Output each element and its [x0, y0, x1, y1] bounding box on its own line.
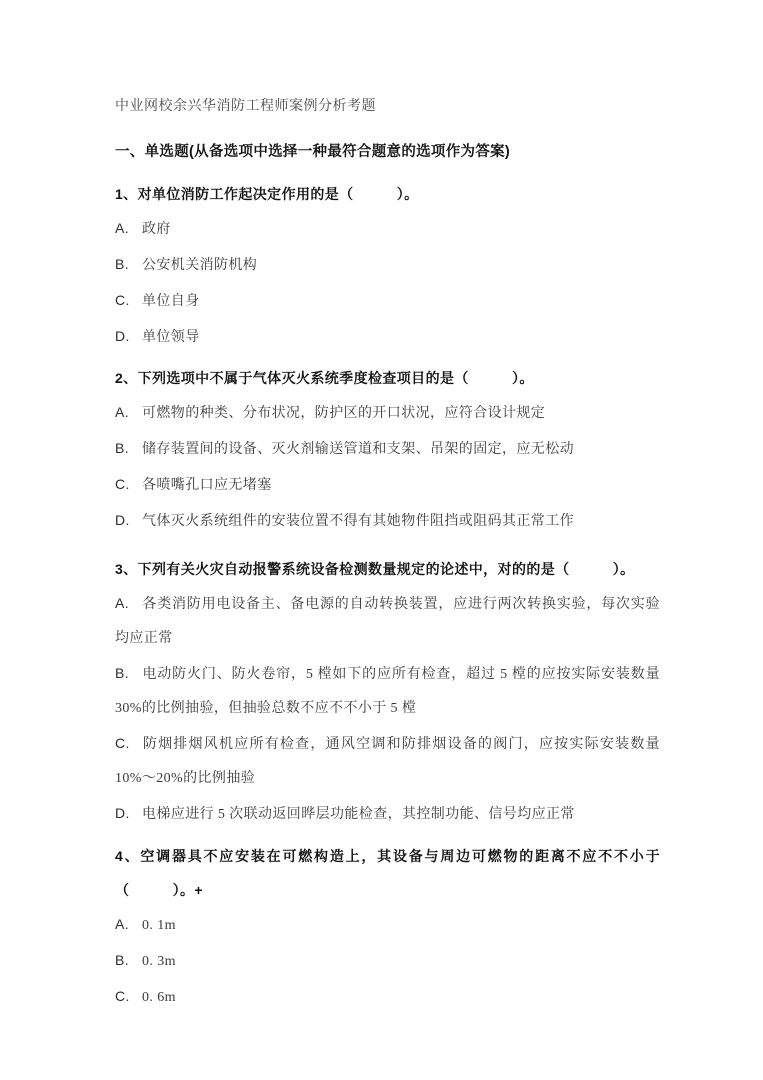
question-2-block	[115, 361, 660, 539]
question-1-option-d	[115, 319, 660, 355]
option-label: D.	[115, 805, 130, 821]
option-label: B.	[115, 440, 130, 456]
option-label: C.	[115, 988, 130, 1004]
option-text: 0. 3m	[142, 954, 176, 969]
option-text: 可燃物的种类、分布状况，防护区的开口状况，应符合设计规定	[142, 406, 546, 421]
option-label: B.	[115, 952, 130, 968]
option-label: A.	[115, 916, 130, 932]
question-2-option-c	[115, 467, 660, 503]
section-heading: 一、单选题(从备选项中选择一种最符合题意的选项作为答案)	[115, 144, 511, 160]
option-text: 政府	[142, 222, 171, 237]
question-1-stem: 1、对单位消防工作起决定作用的是（ ）。	[115, 186, 419, 202]
question-3-option-b	[115, 656, 664, 726]
question-3-option-a	[115, 586, 660, 656]
question-1-option-b	[115, 247, 660, 283]
option-text: 各喷嘴孔口应无堵塞	[142, 478, 272, 493]
question-2-stem: 2、下列选项中不属于气体灭火系统季度检查项目的是（ ）。	[115, 370, 534, 386]
option-label: A.	[115, 220, 130, 236]
option-label: D.	[115, 512, 130, 528]
option-label: A.	[115, 404, 130, 420]
option-label: A.	[115, 595, 130, 611]
document-title: 中业网校余兴华消防工程师案例分析考题	[115, 99, 376, 114]
option-label: D.	[115, 328, 130, 344]
option-label: B.	[115, 256, 130, 272]
option-text: 电梯应进行 5 次联动返回晔层功能检查，其控制功能、信号均应正常	[142, 807, 575, 822]
option-text: 防烟排烟风机应所有检查，通风空调和防排烟设备的阀门，应按实际安装数量 10%～20%的比例抽验	[115, 737, 664, 786]
question-4-stem: 4、空调器具不应安装在可燃构造上，其设备与周边可燃物的距离不应不不小于（ ）。+	[115, 848, 660, 898]
question-4-block	[115, 839, 660, 1015]
question-2-option-d	[115, 503, 660, 539]
question-1-block	[115, 177, 660, 355]
question-3-option-d	[115, 796, 660, 832]
option-label: C.	[115, 292, 130, 308]
option-text: 电动防火门、防火卷帘，5 樘如下的应所有检查，超过 5 樘的应按实际安装数量 30%的比例抽验，但抽验总数不应不不小于 5 樘	[115, 667, 664, 716]
question-2-option-a	[115, 395, 660, 431]
question-4-option-a	[115, 907, 660, 943]
option-text: 单位领导	[142, 330, 200, 345]
question-1-option-a	[115, 211, 660, 247]
option-text: 公安机关消防机构	[142, 258, 258, 273]
question-4-option-b	[115, 943, 660, 979]
question-2-option-b	[115, 431, 660, 467]
option-label: B.	[115, 665, 130, 681]
option-text: 储存装置间的设备、灭火剂输送管道和支架、吊架的固定，应无松动	[142, 442, 574, 457]
question-3-block	[115, 552, 664, 832]
question-3-stem: 3、下列有关火灾自动报警系统设备检测数量规定的论述中，对的的是（ ）。	[115, 561, 635, 577]
option-label: C.	[115, 476, 130, 492]
question-4-option-c	[115, 979, 660, 1015]
option-text: 各类消防用电设备主、备电源的自动转换装置，应进行两次转换实验，每次实验均应正常	[115, 597, 660, 646]
option-label: C.	[115, 735, 130, 751]
question-1-option-c	[115, 283, 660, 319]
option-text: 0. 1m	[142, 918, 176, 933]
option-text: 0. 6m	[142, 990, 176, 1005]
option-text: 气体灭火系统组件的安装位置不得有其她物件阻挡或阻码其正常工作	[142, 514, 574, 529]
option-text: 单位自身	[142, 294, 200, 309]
question-3-option-c	[115, 726, 664, 796]
